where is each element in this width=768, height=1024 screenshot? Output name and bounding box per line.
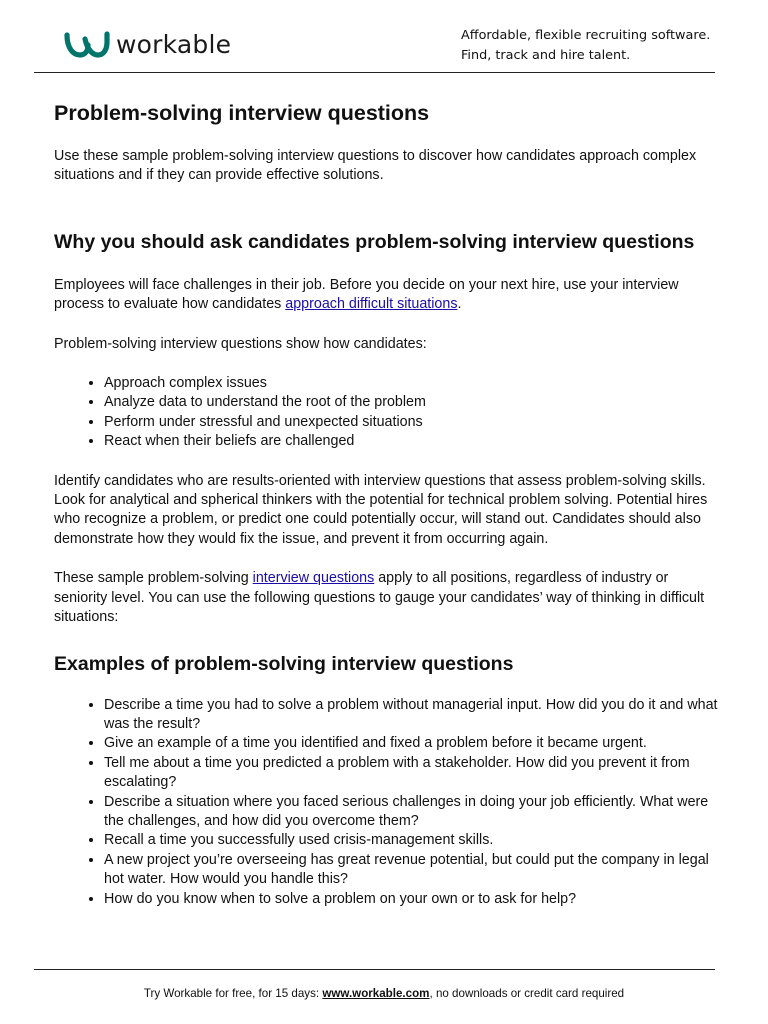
list-item: • React when their beliefs are challenged	[104, 432, 724, 451]
tagline-line-2: Find, track and hire talent.	[461, 48, 631, 63]
why-heading: Why you should ask candidates problem-solving interview questions	[54, 230, 695, 253]
list-item: • How do you know when to solve a problem on your own or to ask for help?	[104, 890, 724, 909]
list-item: • Tell me about a time you predicted a problem with a stakeholder. How did you prevent it from escalating?	[104, 754, 724, 793]
why-paragraph-4	[54, 569, 724, 627]
list-item: • Describe a time you had to solve a problem without managerial input. How did you do it and what was the result?	[104, 696, 724, 735]
why-paragraph-2: Problem-solving interview questions show how candidates:	[54, 335, 427, 352]
footer-text-end: , no downloads or credit card required	[429, 987, 625, 1000]
footer-divider	[34, 969, 715, 970]
why-paragraph-1	[54, 276, 724, 315]
why-paragraph-4-text: These sample problem-solving	[54, 570, 253, 587]
list-item: • Describe a situation where you faced serious challenges in doing your job efficiently. What were the challenges, and how did you overcome them?	[104, 793, 724, 832]
footer-text-start: Try Workable for free, for 15 days:	[143, 987, 323, 1000]
list-item: • A new project you’re overseeing has great revenue potential, but could put the company in legal hot water. How would you handle this?	[104, 851, 724, 890]
list-item: • Recall a time you successfully used crisis-management skills.	[104, 831, 724, 850]
list-item: • Analyze data to understand the root of the problem	[104, 393, 724, 412]
workable-logo-icon	[64, 28, 110, 60]
workable-website-link[interactable]: www.workable.com	[322, 987, 430, 1000]
approach-difficult-situations-link[interactable]: approach difficult situations	[285, 296, 458, 313]
article-body	[54, 96, 724, 909]
page-header	[0, 0, 768, 74]
workable-logo[interactable]	[64, 28, 231, 60]
list-item: • Perform under stressful and unexpected situations	[104, 413, 724, 432]
page-title: Problem-solving interview questions	[54, 101, 430, 125]
interview-questions-link[interactable]: interview questions	[252, 570, 375, 587]
why-paragraph-3: Identify candidates who are results-oriented with interview questions that assess problem-solving skills. Look for analytical and spherical thinkers with the potential for technical problem solving. Potential hires who recognize a problem, or predict one could potentially occur, will stand out. Candidates should also demonstrate how they would fix the issue, and prevent it from occurring again.	[54, 472, 708, 547]
example-questions-list	[54, 696, 724, 909]
brand-name: workable	[116, 29, 232, 59]
list-item: • Approach complex issues	[104, 374, 724, 393]
why-paragraph-1-text: Employees will face challenges in their job. Before you decide on your next hire, use your interview process to evaluate how candidates	[54, 276, 679, 313]
page-footer	[0, 987, 768, 1000]
list-item: • Give an example of a time you identified and fixed a problem before it became urgent.	[104, 734, 724, 753]
intro-paragraph: Use these sample problem-solving interview questions to discover how candidates approach complex situations and if they can provide effective solutions.	[54, 148, 697, 184]
candidate-abilities-list	[54, 374, 724, 452]
header-tagline	[461, 26, 710, 66]
why-paragraph-4-end: apply to all positions, regardless of industry or seniority level. You can use the following questions to gauge your candidates’ way of thinking in difficult situations:	[54, 570, 705, 626]
tagline-line-1: Affordable, flexible recruiting software.	[461, 28, 711, 43]
why-paragraph-1-end: .	[457, 296, 462, 313]
header-divider	[34, 72, 715, 73]
examples-heading: Examples of problem-solving interview questions	[54, 652, 514, 675]
